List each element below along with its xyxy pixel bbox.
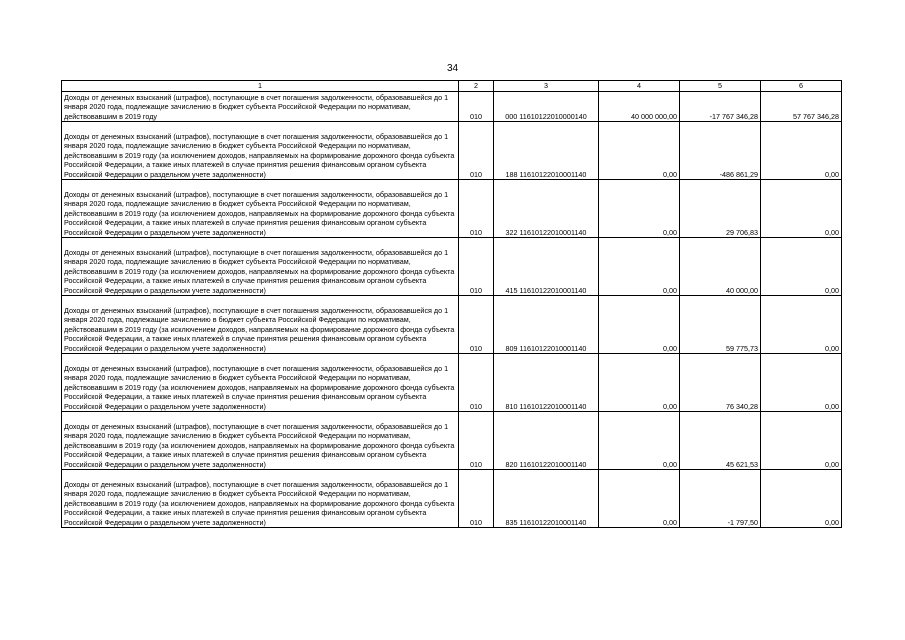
column-header-2: 2 [459, 81, 494, 92]
revenue-report-table [61, 80, 842, 528]
row-line-code: 010 [459, 92, 494, 122]
row-description: Доходы от денежных взысканий (штрафов), поступающие в счет погашения задолженности, образовавшейся до 1 января 2020 года, подлежащие зачислению в бюджет субъекта Российской Федерации по нормативам, действовавшим в 2019 году (за исключением доходов, направляемых на формирование дорожного фонда субъекта Российской Федерации, а также иных платежей в случае принятия решения финансовым органом субъекта Российской Федерации о раздельном учете задолженности) [62, 238, 459, 296]
row-budget-code: 000 11610122010000140 [494, 92, 599, 122]
row-col5-value: 40 000,00 [680, 238, 761, 296]
row-budget-code: 835 11610122010001140 [494, 470, 599, 528]
table-row [62, 92, 842, 122]
column-header-6: 6 [761, 81, 842, 92]
row-col5-value: 59 775,73 [680, 296, 761, 354]
row-budget-code: 415 11610122010001140 [494, 238, 599, 296]
row-budget-code: 820 11610122010001140 [494, 412, 599, 470]
table-row [62, 122, 842, 180]
row-col5-value: -17 767 346,28 [680, 92, 761, 122]
row-col5-value: 45 621,53 [680, 412, 761, 470]
row-line-code: 010 [459, 412, 494, 470]
table-row [62, 470, 842, 528]
column-header-3: 3 [494, 81, 599, 92]
row-col4-value: 0,00 [599, 354, 680, 412]
table-row [62, 412, 842, 470]
row-description: Доходы от денежных взысканий (штрафов), поступающие в счет погашения задолженности, образовавшейся до 1 января 2020 года, подлежащие зачислению в бюджет субъекта Российской Федерации по нормативам, действовавшим в 2019 году [62, 92, 459, 122]
row-col4-value: 0,00 [599, 296, 680, 354]
row-line-code: 010 [459, 180, 494, 238]
row-col4-value: 0,00 [599, 412, 680, 470]
row-budget-code: 810 11610122010001140 [494, 354, 599, 412]
row-col5-value: -486 861,29 [680, 122, 761, 180]
column-number-header-row [62, 81, 842, 92]
row-col4-value: 0,00 [599, 180, 680, 238]
column-header-1: 1 [62, 81, 459, 92]
row-budget-code: 322 11610122010001140 [494, 180, 599, 238]
table-row [62, 238, 842, 296]
row-budget-code: 809 11610122010001140 [494, 296, 599, 354]
row-col6-value: 0,00 [761, 122, 842, 180]
column-header-5: 5 [680, 81, 761, 92]
row-col6-value: 0,00 [761, 470, 842, 528]
row-col4-value: 40 000 000,00 [599, 92, 680, 122]
table-row [62, 180, 842, 238]
row-description: Доходы от денежных взысканий (штрафов), поступающие в счет погашения задолженности, образовавшейся до 1 января 2020 года, подлежащие зачислению в бюджет субъекта Российской Федерации по нормативам, действовавшим в 2019 году (за исключением доходов, направляемых на формирование дорожного фонда субъекта Российской Федерации, а также иных платежей в случае принятия решения финансовым органом субъекта Российской Федерации о раздельном учете задолженности) [62, 470, 459, 528]
table-row [62, 354, 842, 412]
row-description: Доходы от денежных взысканий (штрафов), поступающие в счет погашения задолженности, образовавшейся до 1 января 2020 года, подлежащие зачислению в бюджет субъекта Российской Федерации по нормативам, действовавшим в 2019 году (за исключением доходов, направляемых на формирование дорожного фонда субъекта Российской Федерации, а также иных платежей в случае принятия решения финансовым органом субъекта Российской Федерации о раздельном учете задолженности) [62, 412, 459, 470]
page-number: 34 [446, 63, 459, 74]
row-budget-code: 188 11610122010001140 [494, 122, 599, 180]
row-col5-value: 29 706,83 [680, 180, 761, 238]
row-col5-value: -1 797,50 [680, 470, 761, 528]
row-description: Доходы от денежных взысканий (штрафов), поступающие в счет погашения задолженности, образовавшейся до 1 января 2020 года, подлежащие зачислению в бюджет субъекта Российской Федерации по нормативам, действовавшим в 2019 году (за исключением доходов, направляемых на формирование дорожного фонда субъекта Российской Федерации, а также иных платежей в случае принятия решения финансовым органом субъекта Российской Федерации о раздельном учете задолженности) [62, 296, 459, 354]
row-line-code: 010 [459, 296, 494, 354]
row-col4-value: 0,00 [599, 238, 680, 296]
row-col6-value: 0,00 [761, 180, 842, 238]
row-line-code: 010 [459, 238, 494, 296]
row-line-code: 010 [459, 354, 494, 412]
row-col4-value: 0,00 [599, 470, 680, 528]
column-header-4: 4 [599, 81, 680, 92]
row-col5-value: 76 340,28 [680, 354, 761, 412]
row-col6-value: 57 767 346,28 [761, 92, 842, 122]
row-line-code: 010 [459, 470, 494, 528]
row-col6-value: 0,00 [761, 296, 842, 354]
row-col6-value: 0,00 [761, 238, 842, 296]
row-col4-value: 0,00 [599, 122, 680, 180]
row-line-code: 010 [459, 122, 494, 180]
row-description: Доходы от денежных взысканий (штрафов), поступающие в счет погашения задолженности, образовавшейся до 1 января 2020 года, подлежащие зачислению в бюджет субъекта Российской Федерации по нормативам, действовавшим в 2019 году (за исключением доходов, направляемых на формирование дорожного фонда субъекта Российской Федерации, а также иных платежей в случае принятия решения финансовым органом субъекта Российской Федерации о раздельном учете задолженности) [62, 180, 459, 238]
row-col6-value: 0,00 [761, 354, 842, 412]
row-col6-value: 0,00 [761, 412, 842, 470]
row-description: Доходы от денежных взысканий (штрафов), поступающие в счет погашения задолженности, образовавшейся до 1 января 2020 года, подлежащие зачислению в бюджет субъекта Российской Федерации по нормативам, действовавшим в 2019 году (за исключением доходов, направляемых на формирование дорожного фонда субъекта Российской Федерации, а также иных платежей в случае принятия решения финансовым органом субъекта Российской Федерации о раздельном учете задолженности) [62, 122, 459, 180]
row-description: Доходы от денежных взысканий (штрафов), поступающие в счет погашения задолженности, образовавшейся до 1 января 2020 года, подлежащие зачислению в бюджет субъекта Российской Федерации по нормативам, действовавшим в 2019 году (за исключением доходов, направляемых на формирование дорожного фонда субъекта Российской Федерации, а также иных платежей в случае принятия решения финансовым органом субъекта Российской Федерации о раздельном учете задолженности) [62, 354, 459, 412]
table-row [62, 296, 842, 354]
